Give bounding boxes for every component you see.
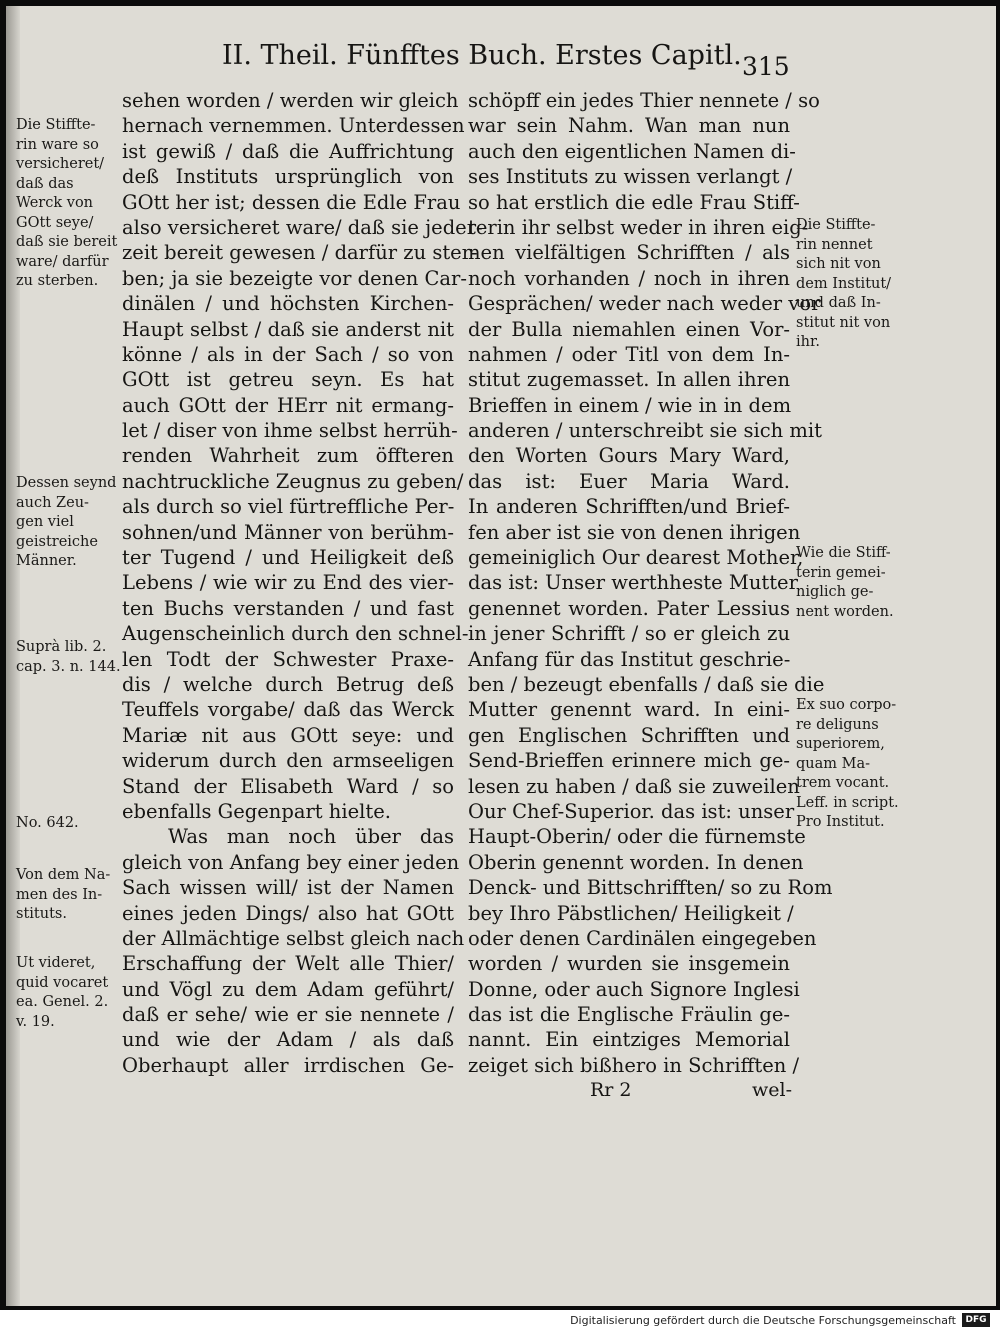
- text-line: dis / welche durch Betrug deß: [122, 672, 454, 696]
- margin-note-line: niglich ge-: [796, 584, 874, 600]
- text-line: Stand der Elisabeth Ward / so: [122, 774, 454, 798]
- text-line: das ist: Euer Maria Ward.: [468, 469, 790, 493]
- text-line: ebenfalls Gegenpart hielte.: [122, 799, 391, 823]
- text-line: war sein Nahm. Wan man nun: [468, 114, 790, 138]
- text-line: also versicheret ware/ daß sie jeder-: [122, 215, 483, 239]
- margin-note: [16, 638, 120, 677]
- margin-note-line: stitut nit von: [796, 314, 891, 331]
- text-line: Donne, oder auch Signore Inglesi: [468, 977, 800, 1001]
- text-line: Haupt selbst / daß sie anderst nit: [122, 317, 454, 341]
- margin-note-line: ware/ darfür: [16, 253, 109, 270]
- text-line: GOtt her ist; dessen die Edle Frau: [122, 190, 461, 214]
- margin-note-line: v. 19.: [16, 1013, 55, 1030]
- text-line: ben; ja sie bezeigte vor denen Car-: [122, 266, 467, 290]
- text-line: Augenscheinlich durch den schnel-: [122, 622, 469, 646]
- text-line: Haupt-Oberin/ oder die fürnemste: [468, 825, 806, 849]
- margin-note-line: geistreiche: [16, 533, 98, 550]
- margin-note-line: Von dem Na-: [16, 867, 111, 883]
- margin-note: [796, 696, 912, 833]
- margin-note: [16, 474, 120, 572]
- margin-note-line: Ex suo corpo-: [796, 697, 897, 713]
- text-line: Oberhaupt aller irrdischen Ge-: [122, 1053, 454, 1077]
- text-line: nen vielfältigen Schrifften / als: [468, 241, 790, 265]
- running-title: II. Theil. Fünfftes Buch. Erstes Capitl.: [222, 40, 742, 71]
- text-line: und wie der Adam / als daß: [122, 1028, 454, 1052]
- signature-mark: Rr 2: [590, 1079, 632, 1101]
- text-line: Send-Brieffen erinnere mich ge-: [468, 749, 790, 773]
- text-line: das ist die Englische Fräulin ge-: [468, 1003, 790, 1027]
- text-line: ten Buchs verstanden / und fast: [122, 596, 454, 620]
- text-line: Oberin genennt worden. In denen: [468, 850, 804, 874]
- text-line: nannt. Ein eintziges Memorial: [468, 1028, 790, 1052]
- margin-note-line: No. 642.: [16, 815, 79, 831]
- text-line: Was man noch über das: [168, 825, 454, 849]
- text-line: genennet worden. Pater Lessius: [468, 596, 790, 620]
- text-line: deß Instituts ursprünglich von: [122, 165, 454, 189]
- text-line: fen aber ist sie von denen ihrigen: [468, 520, 801, 544]
- margin-note-line: Wie die Stiff-: [796, 545, 891, 561]
- text-line: renden Wahrheit zum öffteren: [122, 444, 454, 468]
- text-line: nachtruckliche Zeugnus zu geben/: [122, 469, 464, 493]
- text-line: den Worten Gours Mary Ward,: [468, 444, 790, 468]
- margin-note-line: quid vocaret: [16, 974, 109, 991]
- text-line: ter Tugend / und Heiligkeit deß: [122, 546, 454, 570]
- text-line: Our Chef-Superior. das ist: unser: [468, 799, 795, 823]
- margin-note-line: nent worden.: [796, 603, 894, 620]
- margin-note-line: ihr.: [796, 334, 820, 350]
- margin-note: [796, 216, 912, 353]
- text-line: noch vorhanden / noch in ihren: [468, 266, 790, 290]
- text-line: Denck- und Bittschrifften/ so zu Rom: [468, 876, 833, 900]
- catchword: wel-: [752, 1079, 793, 1101]
- margin-note-line: rin nennet: [796, 236, 873, 253]
- text-line: gleich von Anfang bey einer jeden: [122, 850, 460, 874]
- text-line: stitut zugemasset. In allen ihren: [468, 368, 790, 392]
- text-line: worden / wurden sie insgemein: [468, 952, 790, 976]
- text-line: bey Ihro Päbstlichen/ Heiligkeit /: [468, 901, 794, 925]
- margin-note-line: zu sterben.: [16, 273, 99, 289]
- dfg-logo: DFG: [962, 1313, 990, 1327]
- margin-note-line: daß das: [16, 175, 74, 192]
- text-line: let / diser von ihme selbst herrüh-: [122, 419, 458, 443]
- margin-note: [16, 814, 120, 834]
- text-line: terin ihr selbst weder in ihren eig-: [468, 215, 809, 239]
- text-line: gen Englischen Schrifften und: [468, 723, 790, 747]
- text-line: Erschaffung der Welt alle Thier/: [122, 952, 454, 976]
- text-line: zeiget sich bißhero in Schrifften /: [468, 1053, 800, 1077]
- margin-note-line: rin ware so: [16, 136, 99, 153]
- text-line: dinälen / und höchsten Kirchen-: [122, 292, 454, 316]
- text-line: schöpff ein jedes Thier nennete / so: [468, 89, 820, 112]
- text-line: ist gewiß / daß die Auffrichtung: [122, 139, 454, 163]
- funding-credit: Digitalisierung gefördert durch die Deutsche Forschungsgemeinschaft: [570, 1314, 956, 1327]
- margin-note-line: Werck von: [16, 195, 94, 211]
- margin-note-line: GOtt seye/: [16, 214, 94, 231]
- text-column-left: [122, 88, 483, 1078]
- margin-note-line: gen viel: [16, 514, 74, 530]
- text-line: Mariæ nit aus GOtt seye: und: [122, 723, 454, 747]
- text-column-right: [468, 88, 833, 1078]
- margin-note-line: daß sie bereit: [16, 234, 118, 250]
- margin-note-line: terin gemei-: [796, 564, 886, 581]
- text-line: ben / bezeugt ebenfalls / daß sie die: [468, 672, 825, 696]
- text-line: sehen worden / werden wir gleich: [122, 89, 459, 112]
- text-line: zeit bereit gewesen / darfür zu ster-: [122, 241, 478, 265]
- margin-note-line: trem vocant.: [796, 775, 890, 791]
- margin-note-line: Leff. in script.: [796, 794, 899, 811]
- margin-note-line: Pro Institut.: [796, 814, 885, 830]
- text-line: Gesprächen/ weder nach weder vor: [468, 292, 821, 316]
- text-line: Anfang für das Institut geschrie-: [468, 647, 791, 671]
- margin-note-line: Die Stiffte-: [16, 117, 96, 133]
- text-line: Sach wissen will/ ist der Namen: [122, 876, 454, 900]
- margin-note-line: ea. Genel. 2.: [16, 994, 109, 1010]
- text-line: in jener Schrifft / so er gleich zu: [468, 622, 790, 646]
- text-line: ses Instituts zu wissen verlangt /: [468, 165, 793, 189]
- text-line: der Bulla niemahlen einen Vor-: [468, 317, 790, 341]
- text-line: Brieffen in einem / wie in in dem: [468, 393, 792, 417]
- text-line: GOtt ist getreu seyn. Es hat: [122, 368, 454, 392]
- margin-note-line: Männer.: [16, 553, 77, 569]
- margin-note-line: re deliguns: [796, 716, 879, 733]
- text-line: und Vögl zu dem Adam geführt/: [122, 977, 454, 1001]
- text-line: daß er sehe/ wie er sie nennete /: [122, 1003, 454, 1027]
- margin-note-line: auch Zeu-: [16, 494, 89, 511]
- margin-note-line: men des In-: [16, 886, 103, 903]
- margin-note-line: stituts.: [16, 906, 67, 922]
- margin-note-line: Die Stiffte-: [796, 217, 876, 233]
- text-line: könne / als in der Sach / so von: [122, 342, 454, 366]
- text-line: eines jeden Dings/ also hat GOtt: [122, 901, 454, 925]
- margin-note-line: quam Ma-: [796, 755, 871, 772]
- text-line: Teuffels vorgabe/ daß das Werck: [122, 698, 454, 722]
- margin-note: [16, 954, 120, 1032]
- text-line: auch den eigentlichen Namen di-: [468, 139, 796, 163]
- margin-note-line: superiorem,: [796, 736, 885, 752]
- margin-note: [16, 116, 120, 292]
- margin-note-line: Suprà lib. 2.: [16, 639, 107, 655]
- text-line: Lebens / wie wir zu End des vier-: [122, 571, 454, 595]
- margin-note: [16, 866, 120, 925]
- text-line: In anderen Schrifften/und Brief-: [468, 495, 790, 519]
- text-line: gemeiniglich Our dearest Mother,: [468, 546, 804, 570]
- margin-note-line: Dessen seynd: [16, 475, 117, 491]
- page-number: 315: [742, 52, 790, 81]
- margin-note-line: versicheret/: [16, 156, 105, 172]
- text-line: sohnen/und Männer von berühm-: [122, 520, 454, 544]
- margin-note-line: cap. 3. n. 144.: [16, 658, 121, 675]
- text-line: nahmen / oder Titl von dem In-: [468, 342, 790, 366]
- margin-note-line: und daß In-: [796, 295, 881, 311]
- margin-note-line: dem Institut/: [796, 275, 892, 292]
- margin-note-line: Ut videret,: [16, 955, 96, 971]
- text-line: len Todt der Schwester Praxe-: [122, 647, 454, 671]
- text-line: als durch so viel fürtreffliche Per-: [122, 495, 455, 519]
- margin-note-line: sich nit von: [796, 256, 881, 272]
- text-line: auch GOtt der HErr nit ermang-: [122, 393, 454, 417]
- margin-note: [796, 544, 912, 622]
- text-line: der Allmächtige selbst gleich nach: [122, 926, 465, 950]
- text-line: Mutter genennt ward. In eini-: [468, 698, 790, 722]
- footer-bar: [0, 1310, 1000, 1333]
- text-line: so hat erstlich die edle Frau Stiff-: [468, 190, 800, 214]
- text-line: das ist: Unser werthheste Mutter: [468, 571, 798, 595]
- text-line: oder denen Cardinälen eingegeben: [468, 926, 817, 950]
- text-line: lesen zu haben / daß sie zuweilen: [468, 774, 800, 798]
- text-line: widerum durch den armseeligen: [122, 749, 454, 773]
- text-line: anderen / unterschreibt sie sich mit: [468, 419, 822, 443]
- text-line: hernach vernemmen. Unterdessen: [122, 114, 465, 138]
